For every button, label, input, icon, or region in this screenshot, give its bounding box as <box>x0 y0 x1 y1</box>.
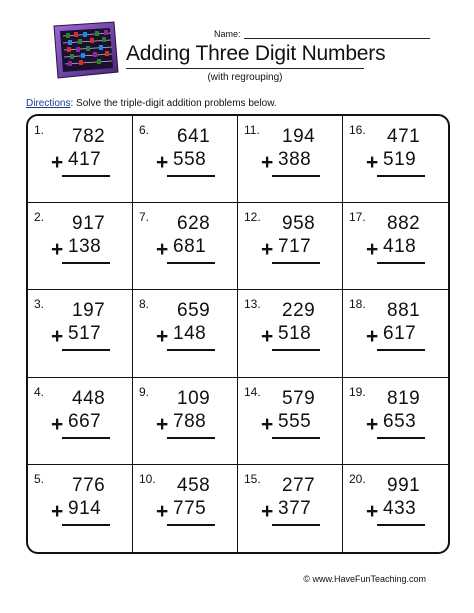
top-addend: 882 <box>387 213 421 235</box>
bottom-addend: 417 <box>68 149 102 170</box>
top-addend: 628 <box>177 213 211 235</box>
answer-line[interactable] <box>62 524 110 526</box>
plus-sign: + <box>51 151 64 174</box>
answer-line[interactable] <box>377 524 425 526</box>
top-addend: 194 <box>282 126 316 147</box>
problem-number: 4. <box>34 384 45 399</box>
plus-sign: + <box>261 325 274 349</box>
problem-number: 16. <box>349 123 366 137</box>
top-addend: 958 <box>282 213 316 235</box>
plus-sign: + <box>51 238 64 262</box>
top-addend: 471 <box>387 126 421 147</box>
plus-sign: + <box>156 151 169 174</box>
bottom-addend: 148 <box>173 323 207 345</box>
problem-cell <box>28 116 133 203</box>
worksheet-title: Adding Three Digit Numbers <box>126 42 386 65</box>
problem-number: 18. <box>349 297 366 312</box>
problem-number: 5. <box>34 471 45 486</box>
problem-number: 13. <box>244 297 261 312</box>
bottom-addend: 617 <box>383 323 417 345</box>
bottom-addend: 377 <box>278 497 312 519</box>
answer-line[interactable] <box>167 349 215 351</box>
answer-line[interactable] <box>272 524 320 526</box>
answer-line[interactable] <box>167 524 215 526</box>
problems-grid-frame <box>26 114 450 554</box>
answer-line[interactable] <box>272 175 320 177</box>
problem-number: 17. <box>349 210 366 225</box>
problem-number: 1. <box>34 123 45 137</box>
bottom-addend: 518 <box>278 323 312 345</box>
plus-sign: + <box>261 151 274 174</box>
answer-line[interactable] <box>377 349 425 351</box>
top-addend: 458 <box>177 474 211 496</box>
abacus-icon <box>50 20 122 82</box>
bottom-addend: 775 <box>173 497 207 519</box>
problem-number: 7. <box>139 210 150 225</box>
answer-line[interactable] <box>62 175 110 177</box>
directions-label: Directions <box>26 98 71 109</box>
plus-sign: + <box>51 412 64 436</box>
problem-cell <box>238 290 343 377</box>
plus-sign: + <box>156 499 169 523</box>
problem-number: 6. <box>139 123 150 137</box>
answer-line[interactable] <box>62 349 110 351</box>
bottom-addend: 517 <box>68 323 102 345</box>
name-field-row <box>214 28 430 39</box>
problem-cell <box>133 465 238 552</box>
answer-line[interactable] <box>272 349 320 351</box>
worksheet-subtitle: (with regrouping) <box>207 72 283 83</box>
answer-line[interactable] <box>62 437 110 439</box>
answer-line[interactable] <box>62 262 110 264</box>
bottom-addend: 388 <box>278 149 312 170</box>
problem-number: 20. <box>349 471 366 486</box>
problem-cell <box>343 465 448 552</box>
problem-number: 10. <box>139 471 156 486</box>
directions <box>26 98 277 109</box>
problem-number: 11. <box>244 123 260 137</box>
plus-sign: + <box>156 238 169 262</box>
problem-number: 9. <box>139 384 150 399</box>
plus-sign: + <box>51 325 64 349</box>
problem-number: 8. <box>139 297 150 312</box>
bottom-addend: 138 <box>68 236 102 258</box>
problem-cell <box>238 203 343 290</box>
top-addend: 109 <box>177 387 211 409</box>
bottom-addend: 914 <box>68 497 102 519</box>
answer-line[interactable] <box>377 175 425 177</box>
problem-cell <box>133 203 238 290</box>
answer-line[interactable] <box>272 262 320 264</box>
answer-line[interactable] <box>167 437 215 439</box>
top-addend: 917 <box>72 213 106 235</box>
plus-sign: + <box>366 151 379 174</box>
answer-line[interactable] <box>377 437 425 439</box>
bottom-addend: 558 <box>173 149 207 170</box>
bottom-addend: 433 <box>383 497 417 519</box>
top-addend: 776 <box>72 474 106 496</box>
plus-sign: + <box>156 325 169 349</box>
bottom-addend: 555 <box>278 410 312 432</box>
answer-line[interactable] <box>272 437 320 439</box>
problem-cell <box>133 116 238 203</box>
problem-cell <box>343 116 448 203</box>
bottom-addend: 519 <box>383 149 417 170</box>
plus-sign: + <box>51 499 64 523</box>
problem-cell <box>133 378 238 465</box>
plus-sign: + <box>366 499 379 523</box>
top-addend: 819 <box>387 387 421 409</box>
bottom-addend: 717 <box>278 236 312 258</box>
title-underline <box>126 68 364 69</box>
problem-cell <box>133 290 238 377</box>
problem-cell <box>28 378 133 465</box>
top-addend: 782 <box>72 126 106 147</box>
top-addend: 991 <box>387 474 421 496</box>
top-addend: 197 <box>72 300 106 322</box>
top-addend: 229 <box>282 300 316 322</box>
top-addend: 641 <box>177 126 211 147</box>
problems-grid <box>28 116 448 552</box>
answer-line[interactable] <box>377 262 425 264</box>
problem-cell <box>238 378 343 465</box>
problem-number: 14. <box>244 384 261 399</box>
problem-number: 12. <box>244 210 261 225</box>
problem-number: 3. <box>34 297 45 312</box>
problem-cell <box>28 203 133 290</box>
problem-cell <box>28 290 133 377</box>
top-addend: 448 <box>72 387 106 409</box>
problem-cell <box>238 116 343 203</box>
problem-cell <box>343 378 448 465</box>
problem-cell <box>28 465 133 552</box>
answer-line[interactable] <box>167 175 215 177</box>
bottom-addend: 418 <box>383 236 417 258</box>
problem-cell <box>238 465 343 552</box>
top-addend: 579 <box>282 387 316 409</box>
plus-sign: + <box>261 499 274 523</box>
bottom-addend: 681 <box>173 236 207 258</box>
answer-line[interactable] <box>167 262 215 264</box>
name-label: Name: <box>214 29 241 39</box>
plus-sign: + <box>156 412 169 436</box>
footer-copyright: © www.HaveFunTeaching.com <box>303 574 426 584</box>
problem-number: 2. <box>34 210 45 225</box>
top-addend: 881 <box>387 300 421 322</box>
directions-text: : Solve the triple-digit addition problems below. <box>70 98 277 109</box>
problem-number: 19. <box>349 384 366 399</box>
plus-sign: + <box>261 412 274 436</box>
problem-cell <box>343 203 448 290</box>
bottom-addend: 653 <box>383 410 417 432</box>
top-addend: 277 <box>282 474 316 496</box>
bottom-addend: 788 <box>173 410 207 432</box>
top-addend: 659 <box>177 300 211 322</box>
plus-sign: + <box>366 412 379 436</box>
problem-cell <box>343 290 448 377</box>
bottom-addend: 667 <box>68 410 102 432</box>
problem-number: 15. <box>244 471 261 486</box>
plus-sign: + <box>366 325 379 349</box>
plus-sign: + <box>366 238 379 262</box>
plus-sign: + <box>261 238 274 262</box>
name-blank-line[interactable] <box>244 28 430 39</box>
